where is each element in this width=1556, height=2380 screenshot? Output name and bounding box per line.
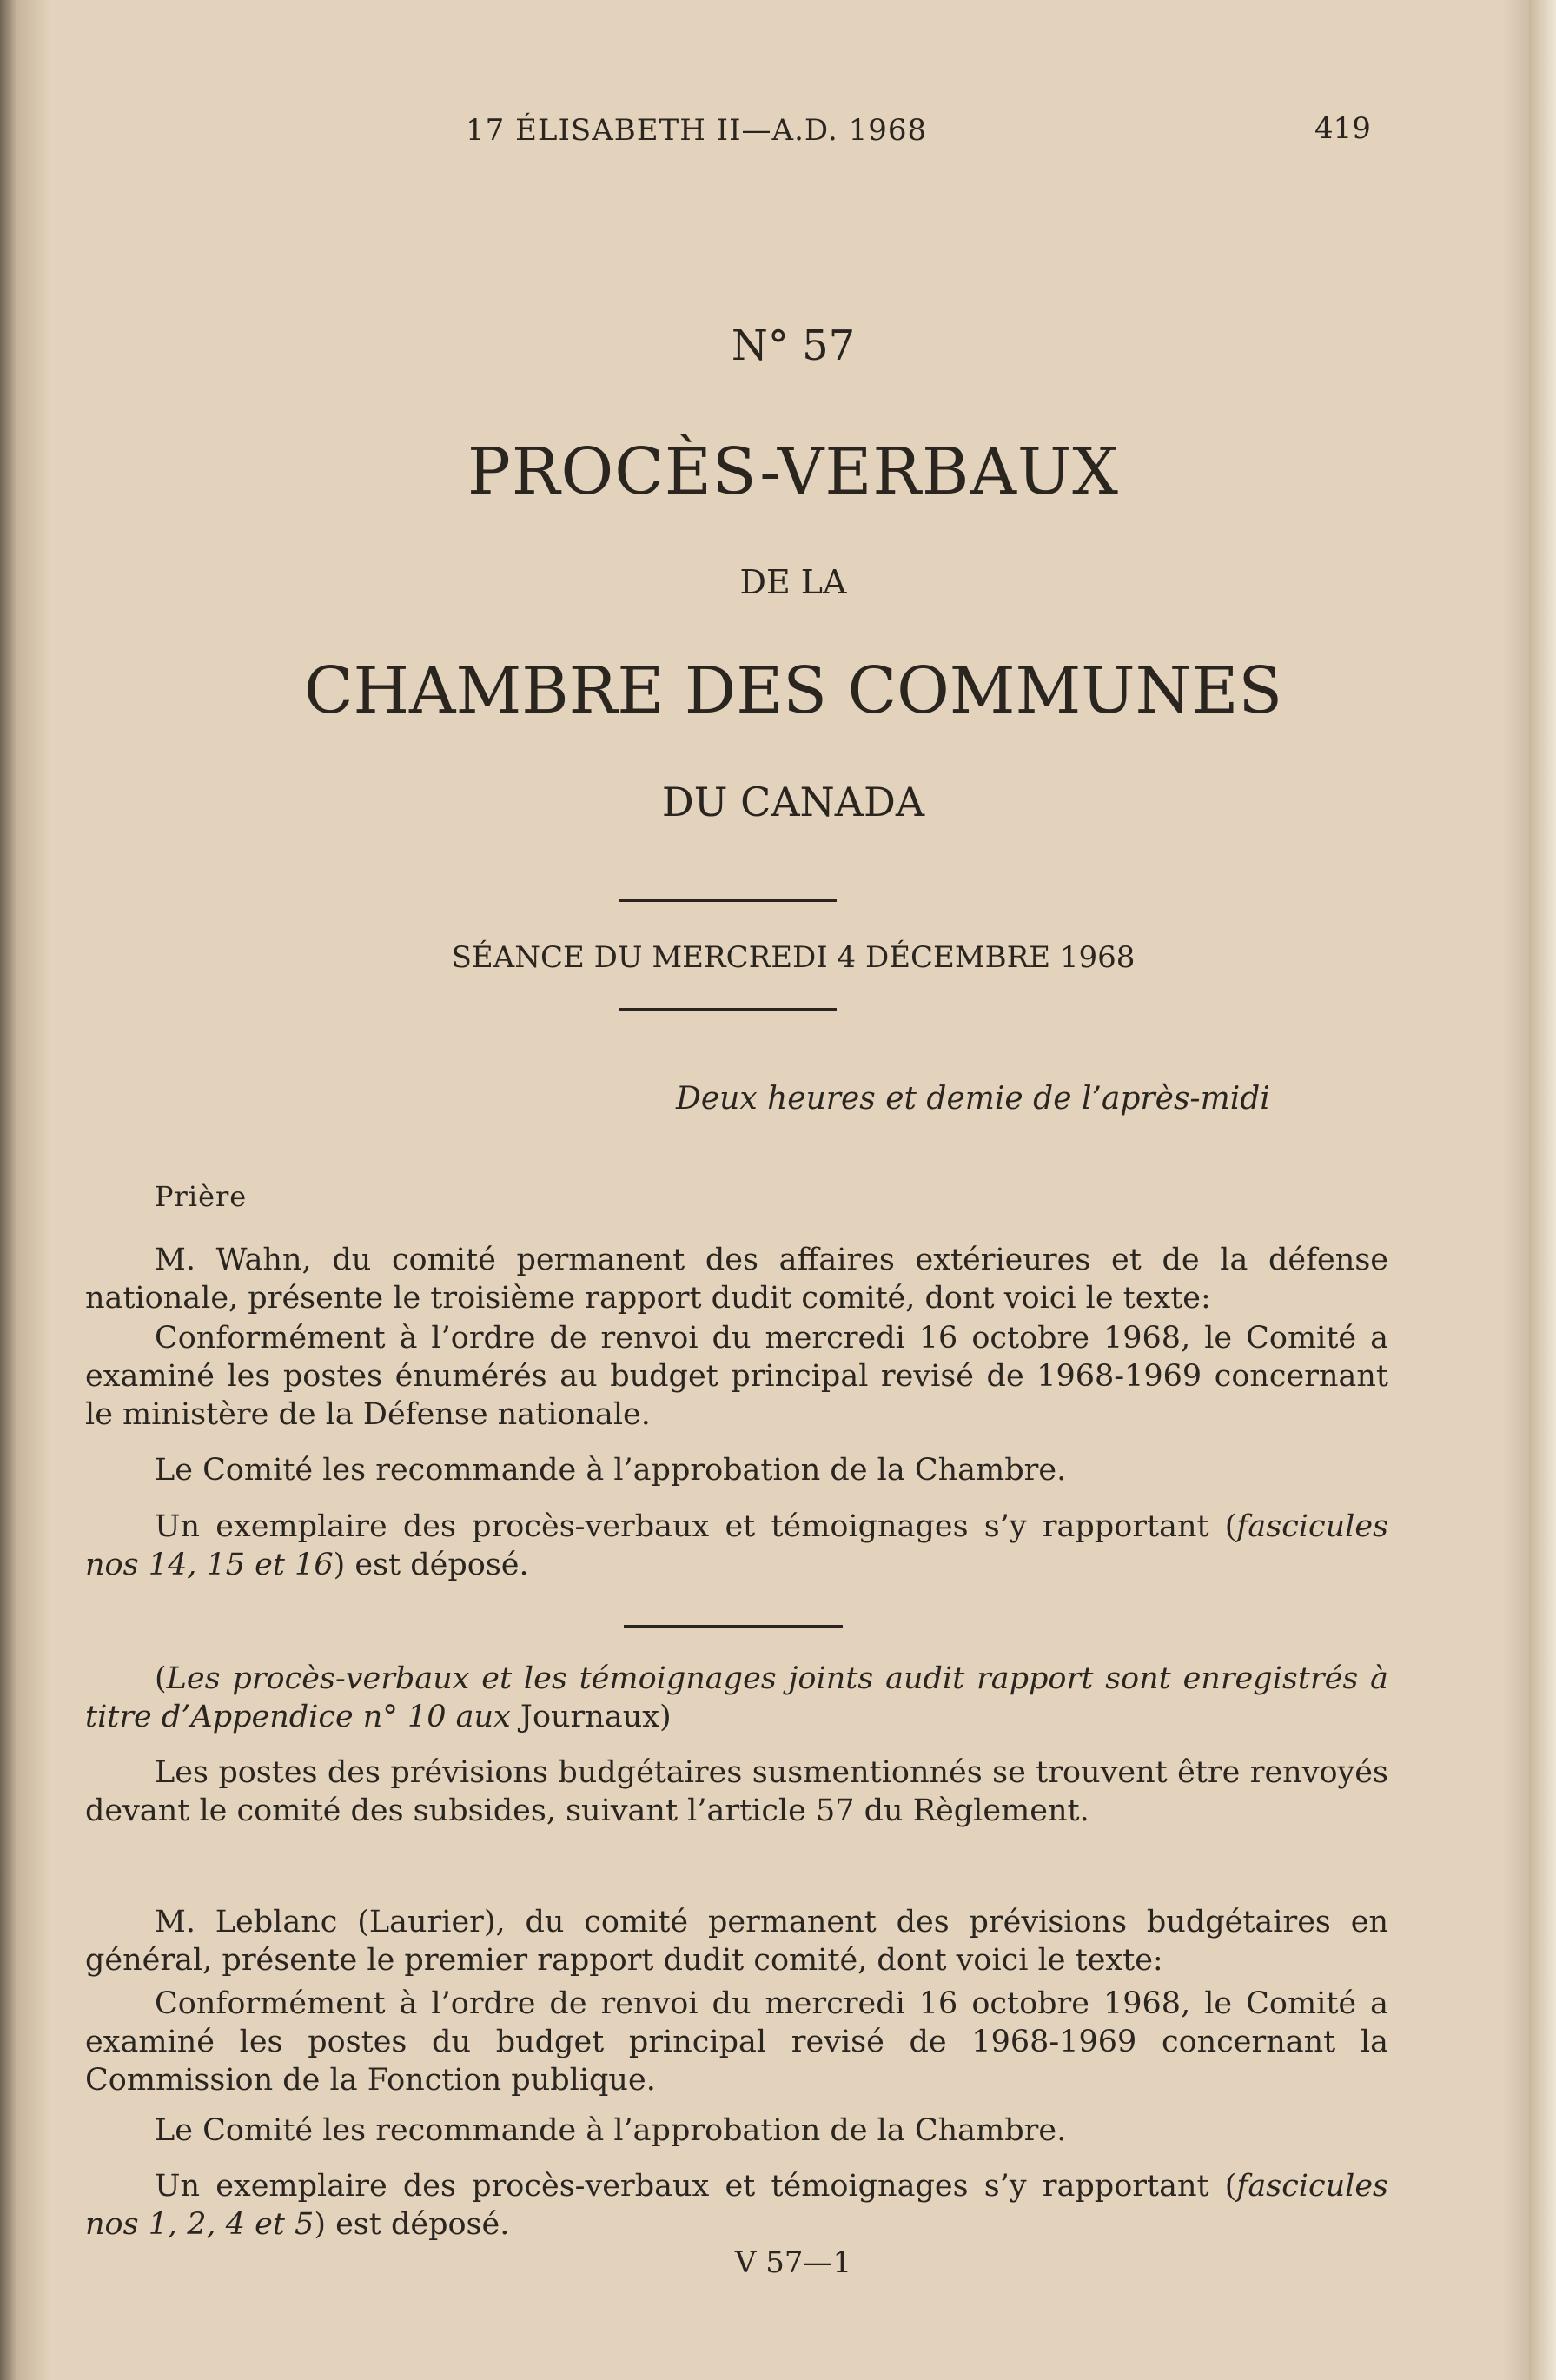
title-chambre-des-communes: CHAMBRE DES COMMUNES (303, 653, 1283, 728)
divider-rule-middle (624, 1625, 843, 1628)
paragraph-text: Journaux) (510, 1700, 672, 1734)
paragraph-text: Conformément à l’ordre de renvoi du mercredi 16 octobre 1968, le Comité a examiné les postes énumérés au budget principal revisé de 1968-1969 concernant le ministère de la Défense nationale. (85, 1321, 1388, 1432)
paragraph-wahn-report (85, 1241, 1388, 1317)
paragraph-text: M. Wahn, du comité permanent des affaires extérieures et de la défense nationale, présente le troisième rapport dudit comité, dont voici le texte: (85, 1243, 1388, 1316)
paragraph-recommendation-2 (85, 2112, 1388, 2150)
paragraph-text: Le Comité les recommande à l’approbation de la Chambre. (155, 2113, 1067, 2148)
paragraph-italic: fascicules nos 14, 15 et 16 (85, 1509, 1388, 1582)
title-du-canada: DU CANADA (661, 779, 925, 825)
paragraph-italic: fascicules nos 1, 2, 4 et 5 (85, 2169, 1388, 2242)
page-edge (1529, 0, 1556, 2380)
divider-rule-bottom (619, 1008, 837, 1011)
paragraph-copy-deposited-2 (85, 2167, 1388, 2244)
paragraph-italic: Les procès-verbaux et les témoignages joints audit rapport sont enregistrés à titre d’Appendice n° 10 aux (85, 1661, 1388, 1734)
paragraph-recommendation-1 (85, 1451, 1388, 1489)
paragraph-text: ( (155, 1661, 167, 1696)
paragraph-text: Le Comité les recommande à l’approbation de la Chambre. (155, 1453, 1067, 1488)
paragraph-text: Les postes des prévisions budgétaires susmentionnés se trouvent être renvoyés devant le comité des subsides, suivant l’article 57 du Règlement. (85, 1755, 1388, 1828)
paragraph-copy-deposited-1 (85, 1508, 1388, 1584)
paragraph-text: ) est déposé. (314, 2207, 510, 2242)
paragraph-text: M. Leblanc (Laurier), du comité permanent des prévisions budgétaires en général, présente le premier rapport dudit comité, dont voici le texte: (85, 1905, 1388, 1978)
paragraph-subsides-referral (85, 1754, 1388, 1830)
paragraph-text: Conformément à l’ordre de renvoi du mercredi 16 octobre 1968, le Comité a examiné les postes du budget principal revisé de 1968-1969 concernant la Commission de la Fonction publique. (85, 1986, 1388, 2098)
paragraph-text: Un exemplaire des procès-verbaux et témoignages s’y rapportant ( (155, 1509, 1237, 1544)
book-binding (0, 0, 16, 2380)
page-number: 419 (1314, 111, 1371, 146)
document-page (16, 0, 1529, 2380)
section-heading-priere: Prière (155, 1180, 248, 1213)
session-date: SÉANCE DU MERCREDI 4 DÉCEMBRE 1968 (451, 940, 1136, 975)
title-de-la: DE LA (739, 563, 847, 601)
paragraph-fonction-publique-budget (85, 1985, 1388, 2099)
paragraph-text: Un exemplaire des procès-verbaux et témoignages s’y rapportant ( (155, 2169, 1237, 2204)
signature-mark: V 57—1 (734, 2245, 852, 2280)
running-title: 17 ÉLISABETH II—A.D. 1968 (466, 113, 928, 148)
paragraph-appendix-note (85, 1660, 1388, 1736)
session-time: Deux heures et demie de l’après-midi (676, 1081, 1270, 1117)
paragraph-defense-budget (85, 1319, 1388, 1434)
paragraph-text: ) est déposé. (333, 1548, 529, 1582)
title-proces-verbaux: PROCÈS-VERBAUX (467, 434, 1119, 509)
paragraph-leblanc-report (85, 1903, 1388, 1979)
divider-rule-top (619, 899, 837, 902)
issue-number: N° 57 (731, 322, 856, 370)
